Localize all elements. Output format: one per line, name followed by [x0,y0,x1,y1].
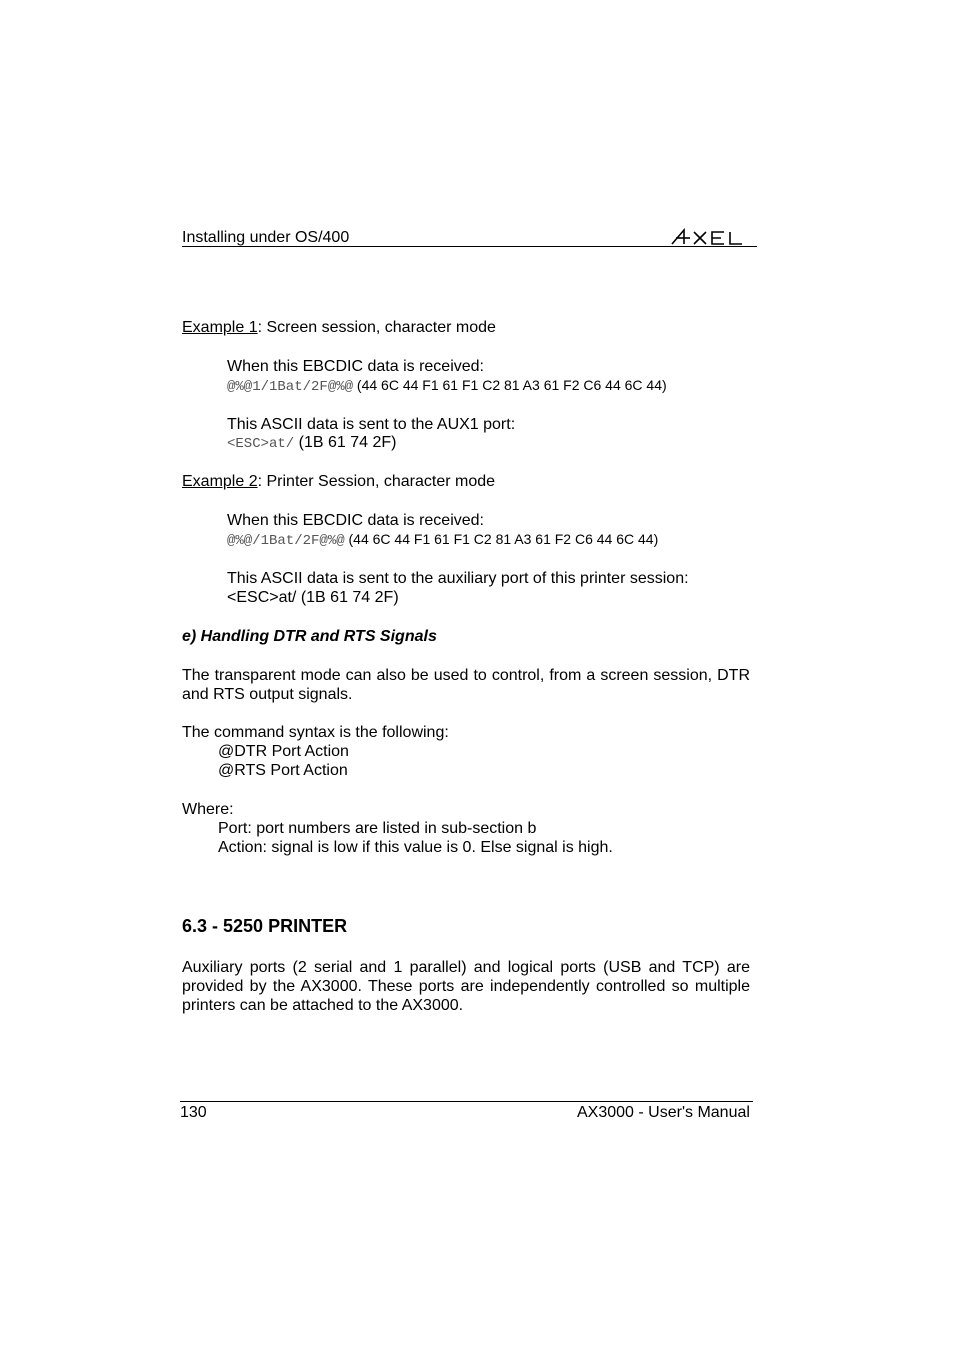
example-1-received-code: @%@1/1Bat/2F@%@ [227,379,354,395]
running-header: Installing under OS/400 [182,229,350,246]
example-1-sent-hex: (1B 61 74 2F) [294,434,397,451]
page-number: 130 [180,1104,207,1121]
example-2-line [182,473,495,491]
example-1-line [182,319,496,337]
example-2-received-code: @%@/1Bat/2F@%@ [227,533,345,549]
example-2-sent-label: This ASCII data is sent to the auxiliary port of this printer session: [227,570,689,587]
example-2-title: : Printer Session, character mode [257,473,496,490]
example-1-sent-label: This ASCII data is sent to the AUX1 port: [227,416,516,433]
section-63-heading: 6.3 - 5250 PRINTER [182,916,348,936]
footer-title: AX3000 - User's Manual [577,1104,750,1121]
footer-rule [180,1101,753,1102]
example-1-sent-line [227,434,397,452]
where-line-port: Port: port numbers are listed in sub-section b [218,820,537,837]
example-2-sent-line: <ESC>at/ (1B 61 74 2F) [227,589,399,606]
where-label: Where: [182,801,234,818]
example-1-received-label: When this EBCDIC data is received: [227,358,484,375]
example-1-sent-code: <ESC>at/ [227,436,295,452]
example-2-received-hex: (44 6C 44 F1 61 F1 C2 81 A3 61 F2 C6 44 6C 44) [344,531,659,547]
syntax-intro: The command syntax is the following: [182,724,449,741]
where-line-action: Action: signal is low if this value is 0. Else signal is high. [218,839,613,856]
header-rule [182,246,757,247]
example-1-received-hex: (44 6C 44 F1 61 F1 C2 81 A3 61 F2 C6 44 6C 44) [353,377,667,393]
example-1-received-line [227,377,667,395]
example-2-received-label: When this EBCDIC data is received: [227,512,484,529]
section-63-paragraph: Auxiliary ports (2 serial and 1 parallel) and logical ports (USB and TCP) are provided by the AX3000. These ports are independently controlled so multiple printers can be attached to the AX3000. [182,959,750,1014]
example-1-label: Example 1 [182,319,258,336]
example-2-label: Example 2 [182,473,258,490]
example-1-title: : Screen session, character mode [257,319,496,336]
section-e-paragraph: The transparent mode can also be used to control, from a screen session, DTR and RTS output signals. [182,667,750,703]
syntax-line-rts: @RTS Port Action [218,762,348,779]
syntax-line-dtr: @DTR Port Action [218,743,349,760]
example-2-received-line [227,531,658,549]
section-e-heading: e) Handling DTR and RTS Signals [182,628,437,645]
axel-logo [670,226,758,248]
